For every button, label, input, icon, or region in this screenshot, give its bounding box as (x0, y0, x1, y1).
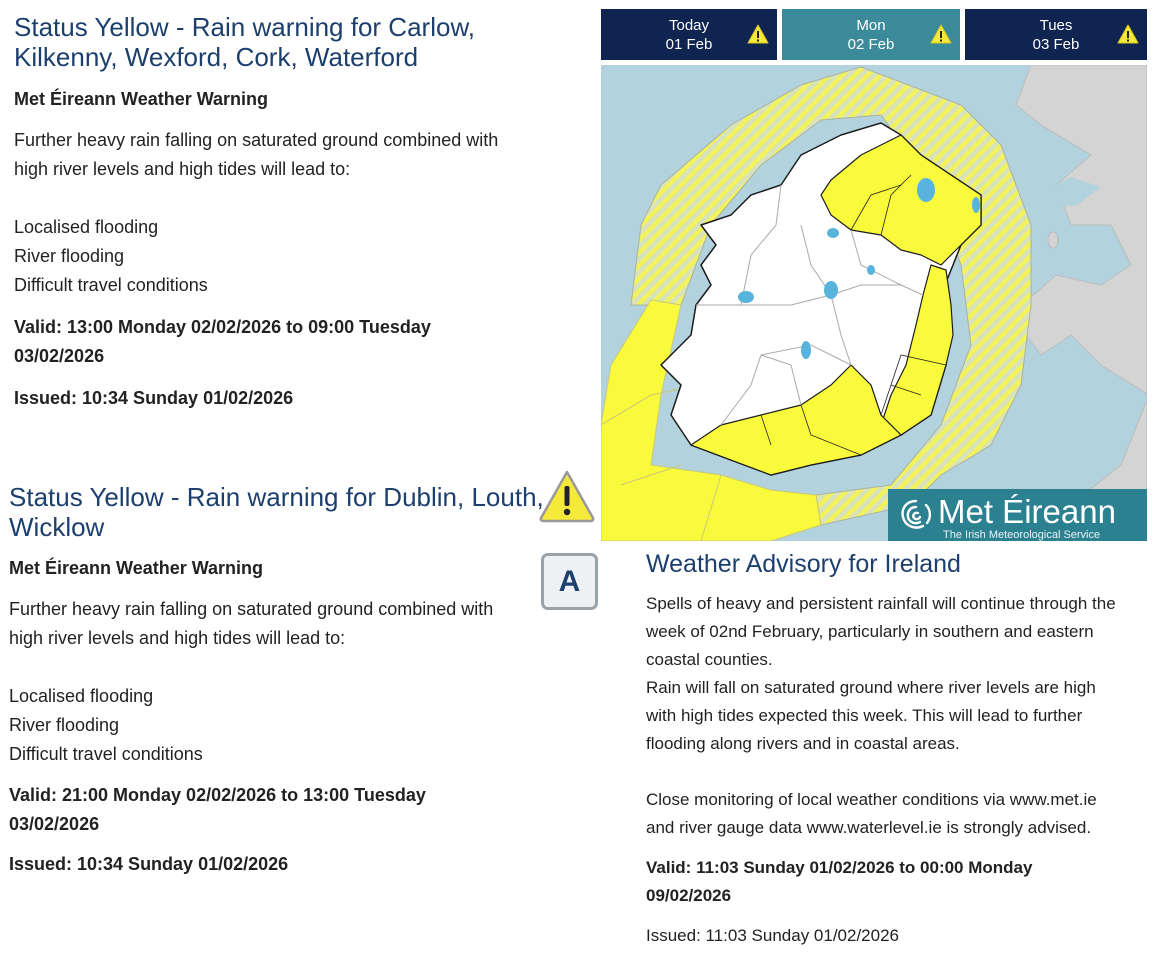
warning-1-valid: Valid: 13:00 Monday 02/02/2026 to 09:00 Tuesday 03/02/2026 (14, 317, 431, 366)
tab-date-label: 02 Feb (847, 36, 895, 53)
warning-2-description: Further heavy rain falling on saturated ground combined with high river levels and high tides will lead to: Localised flooding River flooding Difficult travel conditions (9, 595, 493, 769)
tab-date-label: 01 Feb (665, 36, 713, 53)
tab-day-label: Today (668, 17, 710, 34)
warning-triangle-icon (747, 24, 769, 44)
advisory-valid: Valid: 11:03 Sunday 01/02/2026 to 00:00 Monday 09/02/2026 (646, 858, 1033, 905)
ireland-warning-map (601, 65, 1147, 541)
warning-triangle-icon (930, 24, 952, 44)
impact-item: River flooding (14, 246, 125, 266)
logo-name: Met Éireann (938, 493, 1116, 530)
impact-item: Difficult travel conditions (9, 744, 203, 764)
tab-tues[interactable] (965, 9, 1147, 60)
impact-item: Localised flooding (9, 686, 154, 706)
tab-today[interactable] (601, 9, 777, 60)
warning-2-subtitle: Met Éireann Weather Warning (9, 558, 264, 578)
tab-date-label: 03 Feb (1032, 36, 1080, 53)
tab-mon[interactable] (782, 9, 960, 60)
warning-1-description: Further heavy rain falling on saturated ground combined with high river levels and high tides will lead to: Localised flooding River flooding Difficult travel conditions (14, 126, 498, 300)
met-eireann-logo (888, 489, 1147, 541)
logo-tagline: The Irish Meteorological Service (943, 529, 1101, 541)
advisory-a-icon: A (541, 553, 598, 610)
advisory-title: Weather Advisory for Ireland (646, 550, 961, 578)
advisory-issued: Issued: 11:03 Sunday 01/02/2026 (646, 926, 899, 945)
impact-item: River flooding (9, 715, 120, 735)
tab-day-label: Mon (856, 17, 886, 34)
warning-1-title: Status Yellow - Rain warning for Carlow, Kilkenny, Wexford, Cork, Waterford (14, 12, 476, 72)
impact-item: Difficult travel conditions (14, 275, 208, 295)
warning-map[interactable] (601, 65, 1147, 541)
tab-day-label: Tues (1039, 17, 1073, 34)
advisory-description: Spells of heavy and persistent rainfall will continue through the week of 02nd February, particularly in southern and eastern coastal counties. Rain will fall on saturated ground where river levels are high with high tides expected this week. This will lead to further flooding along rivers and in coastal areas. Close monitoring of local weather conditions via www.met.ie and river gauge data www.waterlevel.ie is strongly advised. (646, 594, 1116, 837)
warning-1-subtitle: Met Éireann Weather Warning (14, 89, 269, 109)
warning-2-title: Status Yellow - Rain warning for Dublin, Louth, Wicklow (9, 482, 544, 542)
warning-triangle-icon (1117, 24, 1139, 44)
warning-2-valid: Valid: 21:00 Monday 02/02/2026 to 13:00 Tuesday 03/02/2026 (9, 785, 426, 834)
impact-item: Localised flooding (14, 217, 159, 237)
warning-triangle-icon (538, 468, 596, 524)
met-eireann-swirl-icon (898, 496, 934, 534)
warning-2-issued: Issued: 10:34 Sunday 01/02/2026 (9, 854, 289, 874)
warning-1-issued: Issued: 10:34 Sunday 01/02/2026 (14, 388, 294, 408)
